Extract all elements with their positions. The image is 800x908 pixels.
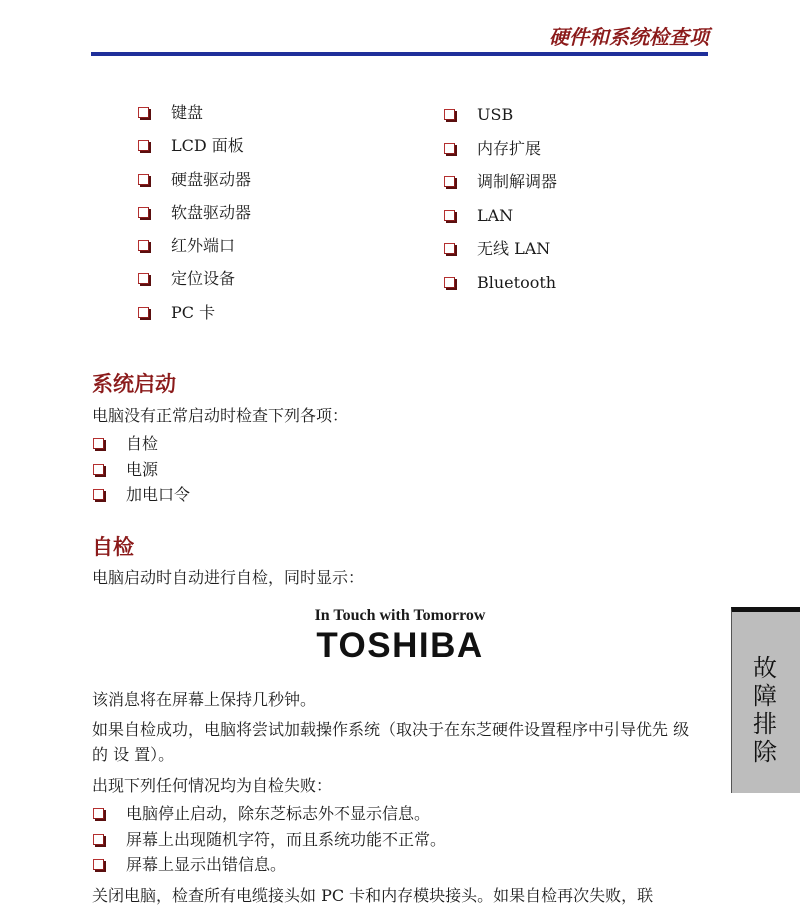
checkbox-icon bbox=[444, 143, 455, 154]
checklist-item bbox=[138, 236, 251, 269]
checkbox-icon bbox=[138, 174, 149, 185]
checklist-item bbox=[138, 136, 251, 169]
self-test-intro: 电脑启动时自动进行自检，同时显示： bbox=[92, 568, 365, 587]
checklist-item-label: 红外端口 bbox=[171, 236, 236, 256]
checkbox-icon bbox=[138, 240, 149, 251]
checklist-item-label: PC 卡 bbox=[171, 302, 216, 322]
checklist-item-label: Bluetooth bbox=[477, 272, 557, 292]
checkbox-icon bbox=[444, 210, 455, 221]
list-item bbox=[93, 829, 446, 855]
checklist-item-label: 硬盘驱动器 bbox=[171, 169, 252, 189]
checkbox-icon bbox=[444, 243, 455, 254]
checklist-item-label: 软盘驱动器 bbox=[171, 202, 252, 222]
checkbox-icon bbox=[93, 438, 104, 449]
list-item-label: 屏幕上出现随机字符，而且系统功能不正常。 bbox=[126, 829, 447, 849]
checklist-item bbox=[444, 206, 557, 240]
checkbox-icon bbox=[93, 464, 104, 475]
checklist-item bbox=[444, 105, 557, 139]
toshiba-logo: TOSHIBA bbox=[316, 626, 484, 665]
checklist-item bbox=[138, 203, 251, 236]
checklist-item-label: 定位设备 bbox=[171, 269, 236, 289]
header-rule bbox=[91, 52, 708, 56]
checkbox-icon bbox=[138, 307, 149, 318]
list-item-label: 电源 bbox=[126, 459, 159, 479]
checkbox-icon bbox=[138, 140, 149, 151]
system-startup-heading: 系统启动 bbox=[92, 372, 176, 396]
self-test-failure-intro: 出现下列任何情况均为自检失败： bbox=[92, 776, 333, 795]
self-test-display-note: 该消息将在屏幕上保持几秒钟。 bbox=[92, 690, 317, 709]
list-item-label: 自检 bbox=[126, 434, 159, 453]
page-header-title: 硬件和系统检查项 bbox=[549, 25, 709, 49]
checklist-item-label: 键盘 bbox=[171, 103, 204, 122]
self-test-closing: 关闭电脑，检查所有电缆接头如 PC 卡和内存模块接头。如果自检再次失败，联 bbox=[92, 886, 654, 905]
checklist-item-label: 调制解调器 bbox=[477, 172, 558, 191]
checklist-item bbox=[138, 103, 251, 136]
checkbox-icon bbox=[138, 273, 149, 284]
checkbox-icon bbox=[93, 834, 104, 845]
checklist-item bbox=[138, 170, 251, 203]
checkbox-icon bbox=[138, 207, 149, 218]
list-item-label: 加电口令 bbox=[126, 485, 191, 504]
self-test-success-note: 如果自检成功，电脑将尝试加载操作系统（取决于在东芝硬件设置程序中引导优先 级 的 设 置）。 bbox=[92, 720, 690, 764]
checklist-item bbox=[444, 273, 557, 307]
checklist-item-label: 内存扩展 bbox=[477, 138, 542, 158]
checklist-item bbox=[138, 269, 251, 302]
hardware-checklist-left bbox=[138, 103, 251, 336]
self-test-heading: 自检 bbox=[92, 535, 134, 559]
checkbox-icon bbox=[93, 808, 104, 819]
self-test-failure-list bbox=[93, 803, 446, 880]
list-item bbox=[93, 803, 446, 829]
checkbox-icon bbox=[444, 277, 455, 288]
chapter-side-tab bbox=[731, 607, 800, 793]
hardware-checklist-right bbox=[444, 105, 557, 306]
checkbox-icon bbox=[93, 489, 104, 500]
checklist-item bbox=[444, 139, 557, 173]
checklist-item-label: 无线 LAN bbox=[477, 239, 551, 258]
list-item-label: 电脑停止启动，除东芝标志外不显示信息。 bbox=[126, 804, 431, 823]
list-item bbox=[93, 433, 190, 459]
system-startup-intro: 电脑没有正常启动时检查下列各项： bbox=[92, 406, 349, 425]
checklist-item bbox=[444, 239, 557, 273]
checkbox-icon bbox=[444, 176, 455, 187]
checklist-item-label: LCD 面板 bbox=[171, 136, 244, 156]
system-startup-list bbox=[93, 433, 190, 510]
list-item bbox=[93, 484, 190, 510]
checklist-item-label: USB bbox=[477, 105, 514, 124]
checkbox-icon bbox=[93, 859, 104, 870]
checklist-item-label: LAN bbox=[477, 205, 514, 225]
checklist-item bbox=[444, 172, 557, 206]
checklist-item bbox=[138, 303, 251, 336]
list-item bbox=[93, 459, 190, 485]
checkbox-icon bbox=[444, 109, 455, 120]
list-item-label: 屏幕上显示出错信息。 bbox=[126, 855, 287, 874]
chapter-side-tab-label: 故障排除 bbox=[753, 654, 777, 766]
toshiba-tagline: In Touch with Tomorrow bbox=[314, 607, 486, 624]
checkbox-icon bbox=[138, 107, 149, 118]
list-item bbox=[93, 854, 446, 880]
